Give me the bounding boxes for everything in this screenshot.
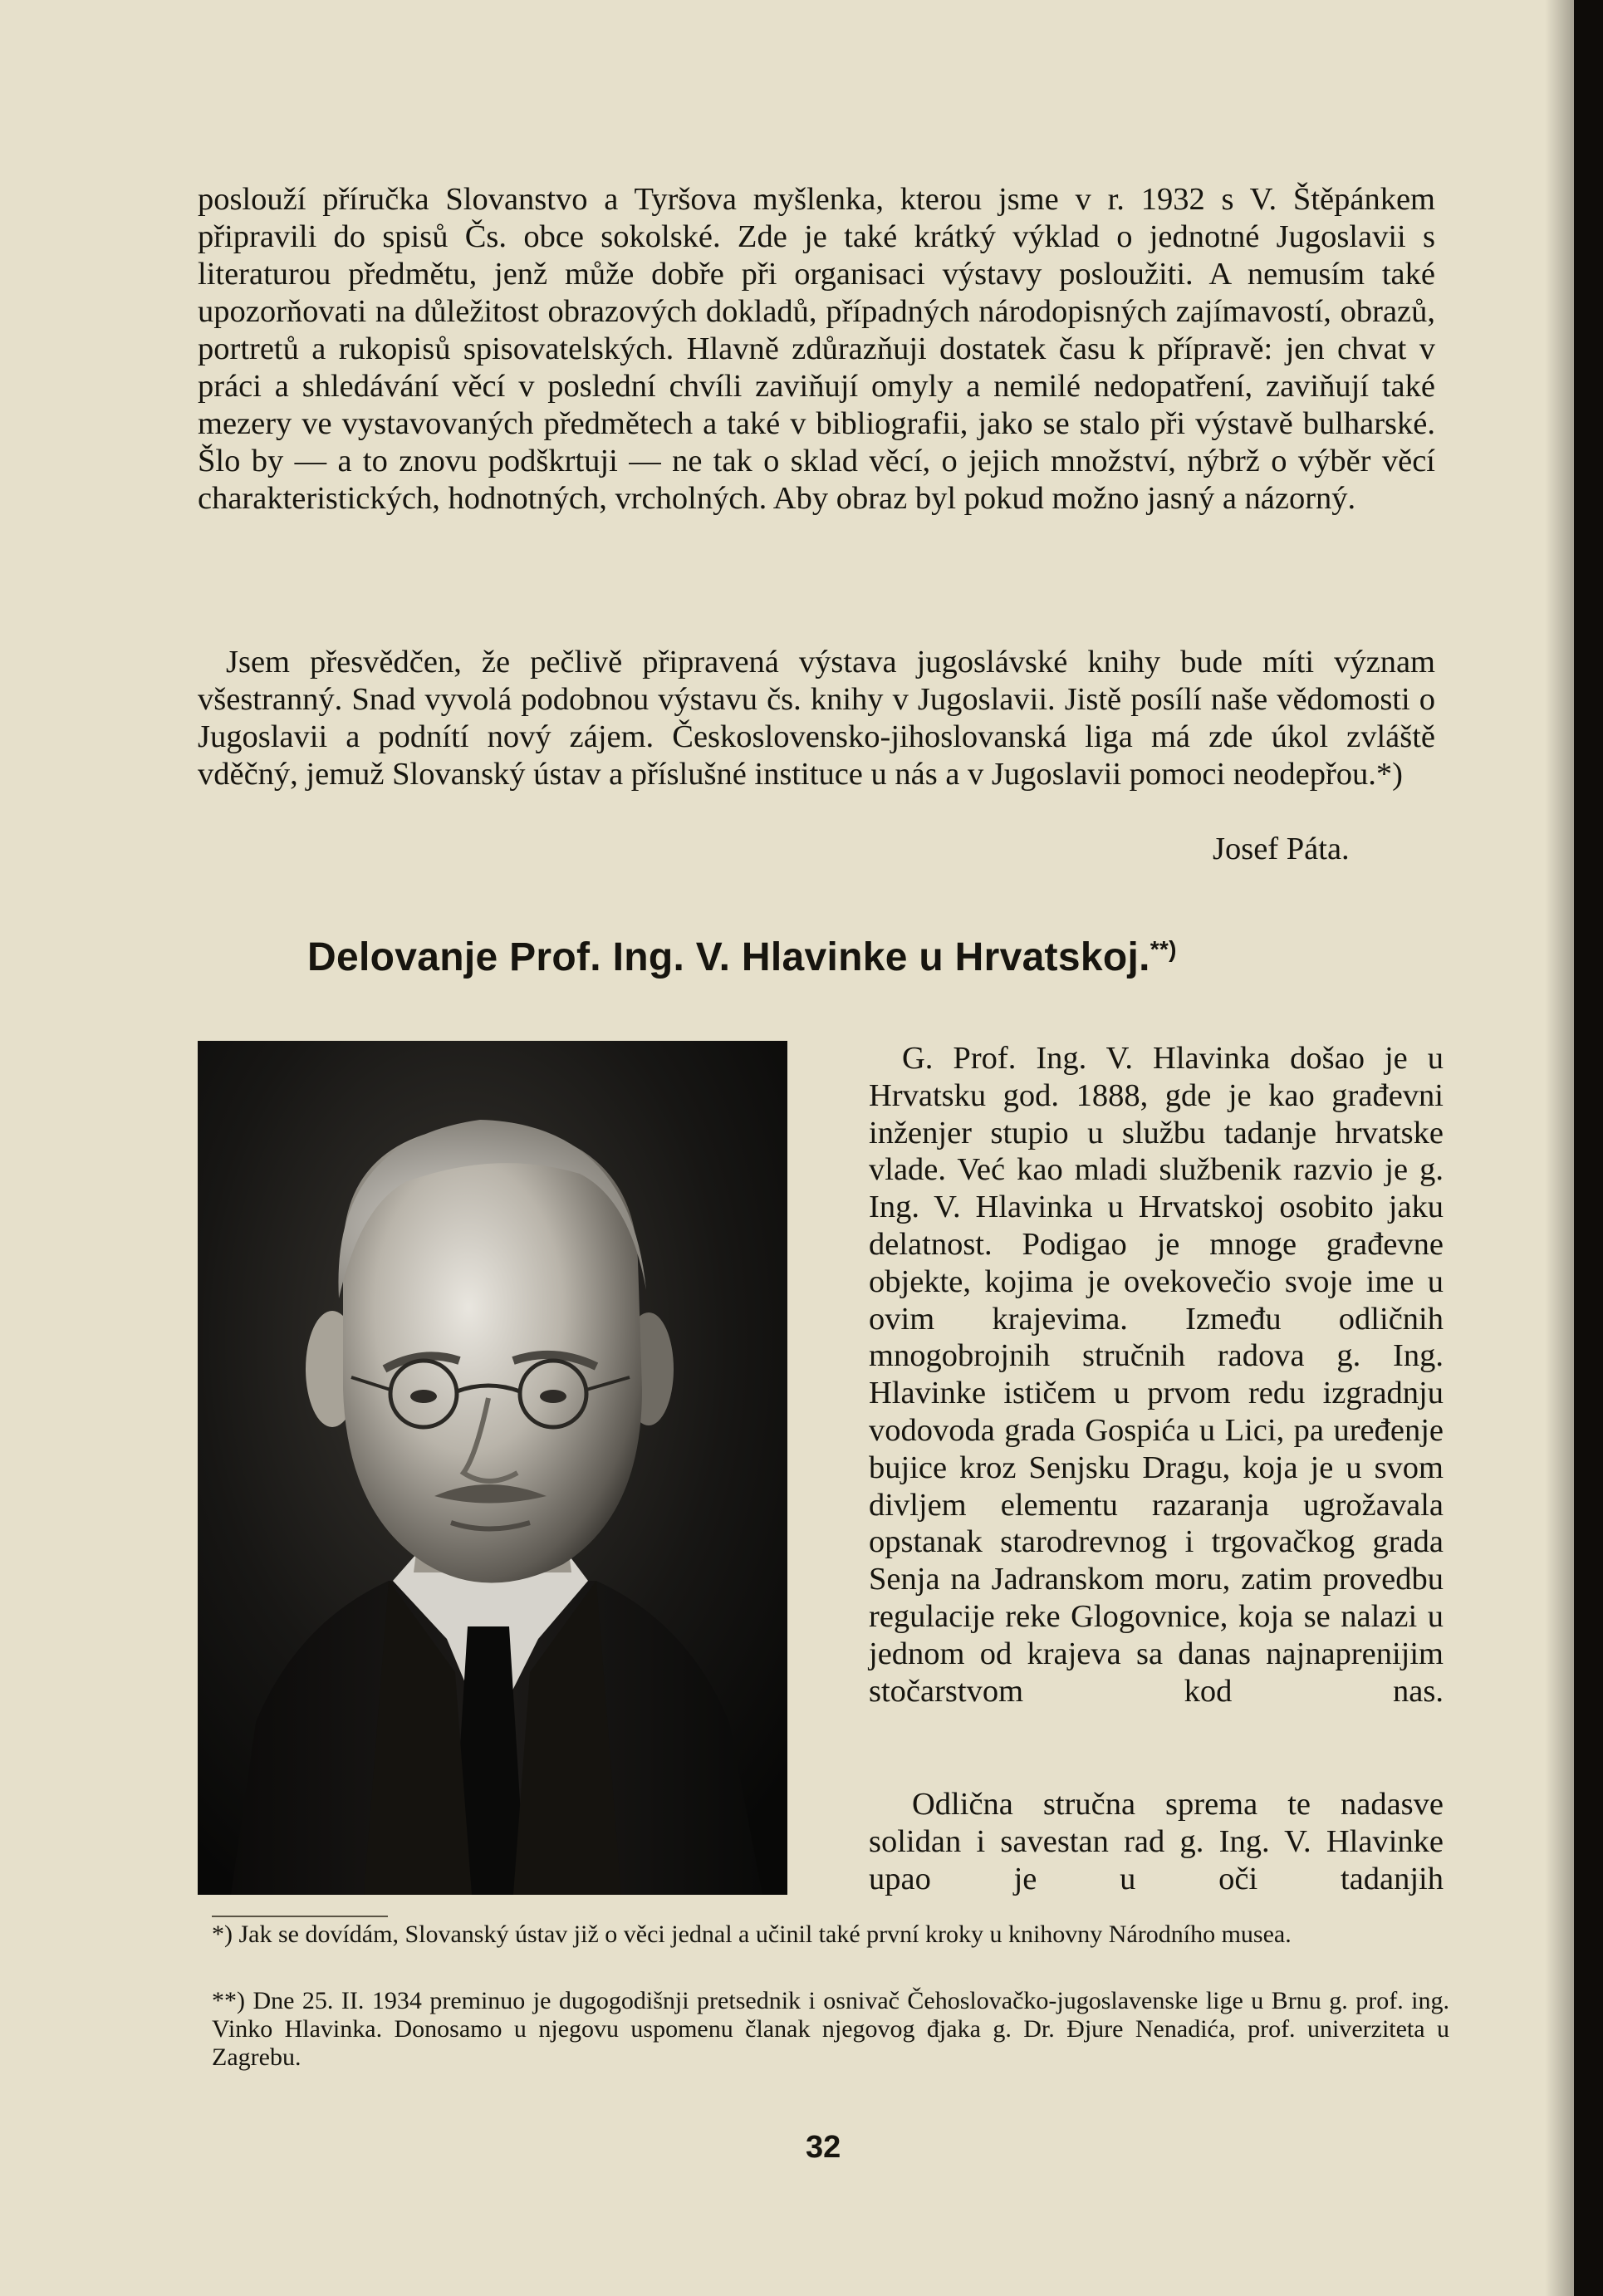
page-number: 32 <box>806 2130 841 2165</box>
article-heading <box>307 935 1177 980</box>
footnote-2: **) Dne 25. II. 1934 preminuo je dugogodišnji pretsednik i osnivač Čehoslovačko-jugoslavenske lige u Brnu g. prof. ing. Vinko Hlavinka. Donosamo u njegovu uspomenu članak njegovog đjaka g. Dr. Đjure Nenadića, prof. univerziteta u Zagrebu. <box>212 1987 1449 2071</box>
biography-paragraph-continued: Odlična stručna sprema te nadasve solidan i savestan rad g. Ing. V. Hlavinke upao je u oči tadanjih <box>869 1787 1444 1896</box>
portrait-photo <box>198 1041 787 1895</box>
second-paragraph: Jsem přesvědčen, že pečlivě připravená výstava jugoslávské knihy bude míti význam všestranný. Snad vyvolá podobnou výstavu čs. knihy v Jugoslavii. Jistě posílí naše vědomosti o Jugoslavii a podnítí nový zájem. Československo-jihoslovanská liga má zde úkol zvláště vděčný, jemuž Slovanský ústav a příslušné instituce u nás a v Jugoslavii pomoci neodepřou.*) <box>198 645 1435 792</box>
book-binding-edge <box>1574 0 1603 2296</box>
biography-paragraph: G. Prof. Ing. V. Hlavinka došao je u Hrvatsku god. 1888, gde je kao građevni inženjer stupio u službu tadanje hrvatske vlade. Već kao mladi službenik razvio je g. Ing. V. Hlavinka u Hrvatskoj osobito jaku delatnost. Podigao je mnoge građevne objekte, kojima je ovekovečio svoje ime u ovim krajevima. Između odličnih mnogobrojnih stručnih radova g. Ing. Hlavinke ističem u prvom redu izgradnju vodovoda grada Gospića u Lici, pa uređenje bujice kroz Senjsku Dragu, koja je u svom divljem elementu razaranja ugrožavala opstanak starodrevnog i trgovačkog grada Senja na Jadranskom moru, zatim provedbu regulacije reke Glogovnice, koja se nalazi u jednom od krajeva sa danas najnaprenijim stočarstvom kod nas. <box>869 1041 1444 1709</box>
portrait-illustration <box>198 1041 787 1895</box>
footnote-divider <box>212 1916 388 1917</box>
title-footnote-mark: **) <box>1150 936 1177 962</box>
author-signature: Josef Páta. <box>1213 832 1350 866</box>
footnote-1: *) Jak se dovídám, Slovanský ústav již o věci jednal a učinil také první kroky u knihovny Národního musea. <box>212 1921 1292 1948</box>
page-gutter-shadow <box>1545 0 1574 2296</box>
article-title: Delovanje Prof. Ing. V. Hlavinke u Hrvatskoj. <box>307 935 1150 979</box>
intro-paragraph: poslouží příručka Slovanstvo a Tyršova myšlenka, kterou jsme v r. 1932 s V. Štěpánkem připravili do spisů Čs. obce sokolské. Zde je také krátký výklad o jednotné Jugoslavii s literaturou předmětu, jenž může dobře při organisaci výstavy posloužiti. A nemusím také upozorňovati na důležitost obrazových dokladů, případných národopisných zajímavostí, obrazů, portretů a rukopisů spisovatelských. Hlavně zdůrazňuji dostatek času k přípravě: jen chvat v práci a shledávání věcí v poslední chvíli zaviňují omyly a nemilé nedopatření, zaviňují také mezery ve vystavovaných předmětech a také v bibliografii, jako se stalo při výstavě bulharské. Šlo by — a to znovu podškrtuji — ne tak o sklad věcí, o jejich množství, nýbrž o výběr věcí charakteristických, hodnotných, vrcholných. Aby obraz byl pokud možno jasný a názorný. <box>198 182 1435 516</box>
